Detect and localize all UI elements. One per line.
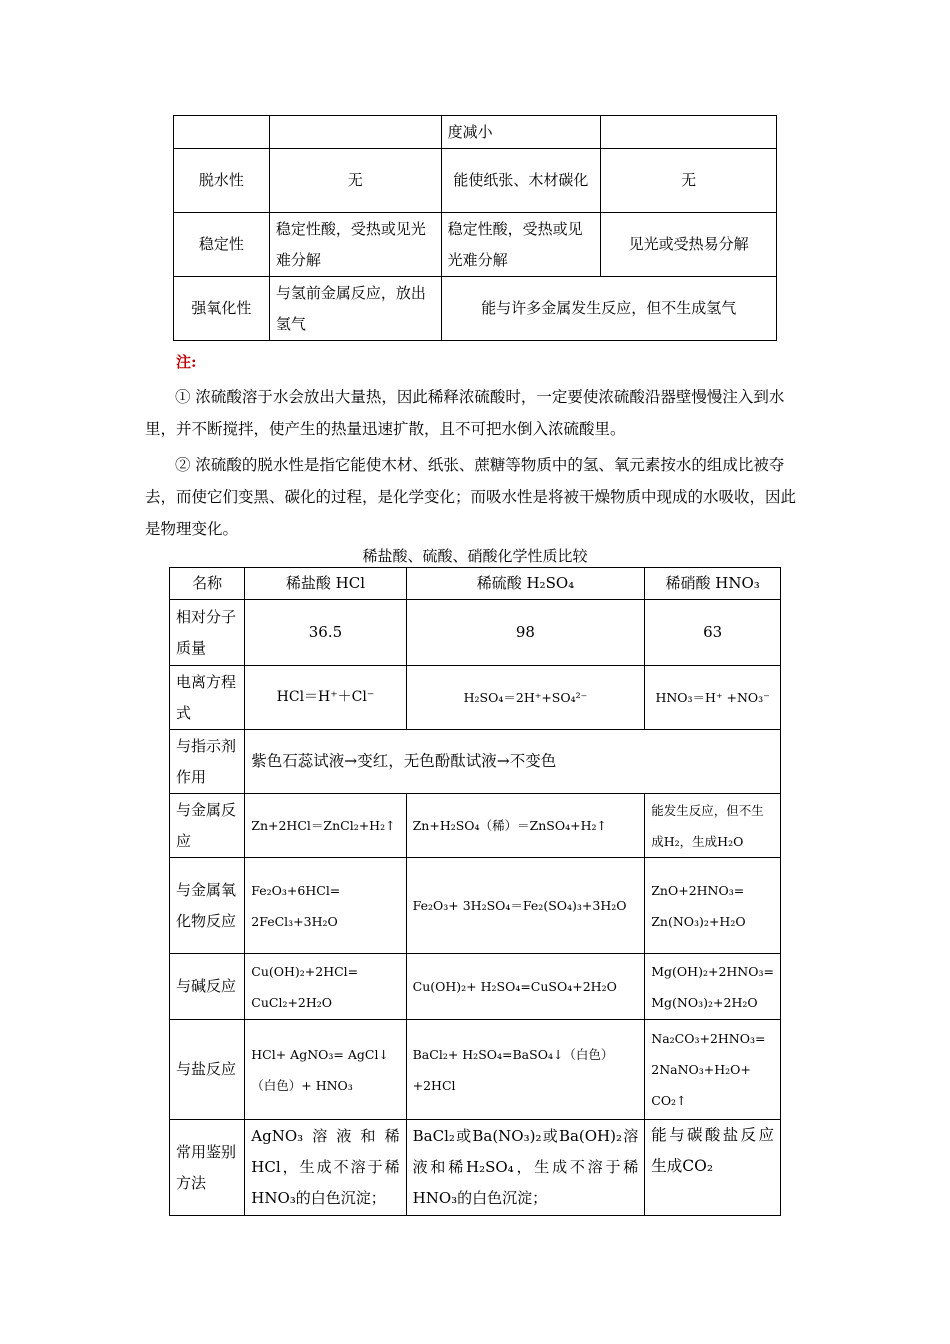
table-row xyxy=(170,1120,781,1216)
table-cell: 无 xyxy=(269,149,441,213)
table-row xyxy=(170,666,781,730)
table-row xyxy=(170,954,781,1020)
table-cell: HCl+ AgNO₃= AgCl↓（白色）+ HNO₃ xyxy=(245,1020,406,1120)
table-cell: AgNO₃溶液和稀HCl，生成不溶于稀HNO₃的白色沉淀； xyxy=(245,1120,406,1216)
properties-table xyxy=(173,115,777,341)
row-label: 常用鉴别方法 xyxy=(170,1120,245,1216)
table-cell: Fe₂O₃+ 3H₂SO₄＝Fe₂(SO₄)₃+3H₂O xyxy=(406,858,645,954)
table-cell: 能与碳酸盐反应生成CO₂ xyxy=(645,1120,781,1216)
table-cell: 稳定性酸，受热或见光难分解 xyxy=(441,213,601,277)
table-row xyxy=(174,149,777,213)
table-row xyxy=(170,730,781,794)
table-row xyxy=(170,600,781,666)
table-caption: 稀盐酸、硫酸、硝酸化学性质比较 xyxy=(362,547,588,565)
table-cell: 36.5 xyxy=(245,600,406,666)
table-row xyxy=(174,213,777,277)
table-cell: 见光或受热易分解 xyxy=(601,213,777,277)
row-label: 强氧化性 xyxy=(174,277,270,341)
table-cell: Fe₂O₃+6HCl= 2FeCl₃+3H₂O xyxy=(245,858,406,954)
table-cell: 能与许多金属发生反应，但不生成氢气 xyxy=(441,277,776,341)
row-label: 与盐反应 xyxy=(170,1020,245,1120)
table-cell: 63 xyxy=(645,600,781,666)
column-header: 名称 xyxy=(170,568,245,600)
table-cell: 紫色石蕊试液→变红，无色酚酞试液→不变色 xyxy=(245,730,781,794)
table-cell: Cu(OH)₂+ H₂SO₄=CuSO₄+2H₂O xyxy=(406,954,645,1020)
table-cell: 98 xyxy=(406,600,645,666)
note-paragraph-2: ② 浓硫酸的脱水性是指它能使木材、纸张、蔗糖等物质中的氢、氧元素按水的组成比被夺去，而使它们变黑、碳化的过程，是化学变化；而吸水性是将被干燥物质中现成的水吸收，因此是物理变化。 xyxy=(145,456,797,538)
row-label: 与指示剂作用 xyxy=(170,730,245,794)
table-row xyxy=(174,277,777,341)
table-cell: Zn+2HCl＝ZnCl₂+H₂↑ xyxy=(245,794,406,858)
row-label: 与金属氧化物反应 xyxy=(170,858,245,954)
table-cell: HCl＝H⁺＋Cl⁻ xyxy=(245,666,406,730)
table-cell: 能使纸张、木材碳化 xyxy=(441,149,601,213)
column-header: 稀盐酸 HCl xyxy=(245,568,406,600)
table-cell: Mg(OH)₂+2HNO₃= Mg(NO₃)₂+2H₂O xyxy=(645,954,781,1020)
table-row xyxy=(170,1020,781,1120)
table-cell: 与氢前金属反应，放出氢气 xyxy=(269,277,441,341)
table-cell: Na₂CO₃+2HNO₃= 2NaNO₃+H₂O+ CO₂↑ xyxy=(645,1020,781,1120)
table-cell: Cu(OH)₂+2HCl= CuCl₂+2H₂O xyxy=(245,954,406,1020)
table-cell: BaCl₂或Ba(NO₃)₂或Ba(OH)₂溶液和稀H₂SO₄，生成不溶于稀HNO₃的白色沉淀； xyxy=(406,1120,645,1216)
row-label: 与金属反应 xyxy=(170,794,245,858)
table-cell: HNO₃＝H⁺ +NO₃⁻ xyxy=(645,666,781,730)
column-header: 稀硫酸 H₂SO₄ xyxy=(406,568,645,600)
row-label: 稳定性 xyxy=(174,213,270,277)
table-row xyxy=(174,116,777,149)
table-cell xyxy=(601,116,777,149)
table-cell: ZnO+2HNO₃= Zn(NO₃)₂+H₂O xyxy=(645,858,781,954)
table-cell: Zn+H₂SO₄（稀）＝ZnSO₄+H₂↑ xyxy=(406,794,645,858)
column-header: 稀硝酸 HNO₃ xyxy=(645,568,781,600)
table-row xyxy=(170,858,781,954)
table-cell xyxy=(269,116,441,149)
table-cell: BaCl₂+ H₂SO₄=BaSO₄↓（白色）+2HCl xyxy=(406,1020,645,1120)
note-title: 注: xyxy=(176,353,197,371)
table-cell xyxy=(174,116,270,149)
table-cell: H₂SO₄＝2H⁺+SO₄²⁻ xyxy=(406,666,645,730)
table-row xyxy=(170,794,781,858)
table-cell: 能发生反应，但不生成H₂，生成H₂O xyxy=(645,794,781,858)
acid-comparison-table xyxy=(169,567,781,1216)
row-label: 电离方程式 xyxy=(170,666,245,730)
table-header-row xyxy=(170,568,781,600)
table-cell: 无 xyxy=(601,149,777,213)
table-cell: 稳定性酸，受热或见光难分解 xyxy=(269,213,441,277)
note-paragraph-1: ① 浓硫酸溶于水会放出大量热，因此稀释浓硫酸时，一定要使浓硫酸沿器壁慢慢注入到水里，并不断搅拌，使产生的热量迅速扩散，且不可把水倒入浓硫酸里。 xyxy=(145,388,785,438)
row-label: 与碱反应 xyxy=(170,954,245,1020)
row-label: 脱水性 xyxy=(174,149,270,213)
table-cell: 度减小 xyxy=(441,116,601,149)
row-label: 相对分子质量 xyxy=(170,600,245,666)
